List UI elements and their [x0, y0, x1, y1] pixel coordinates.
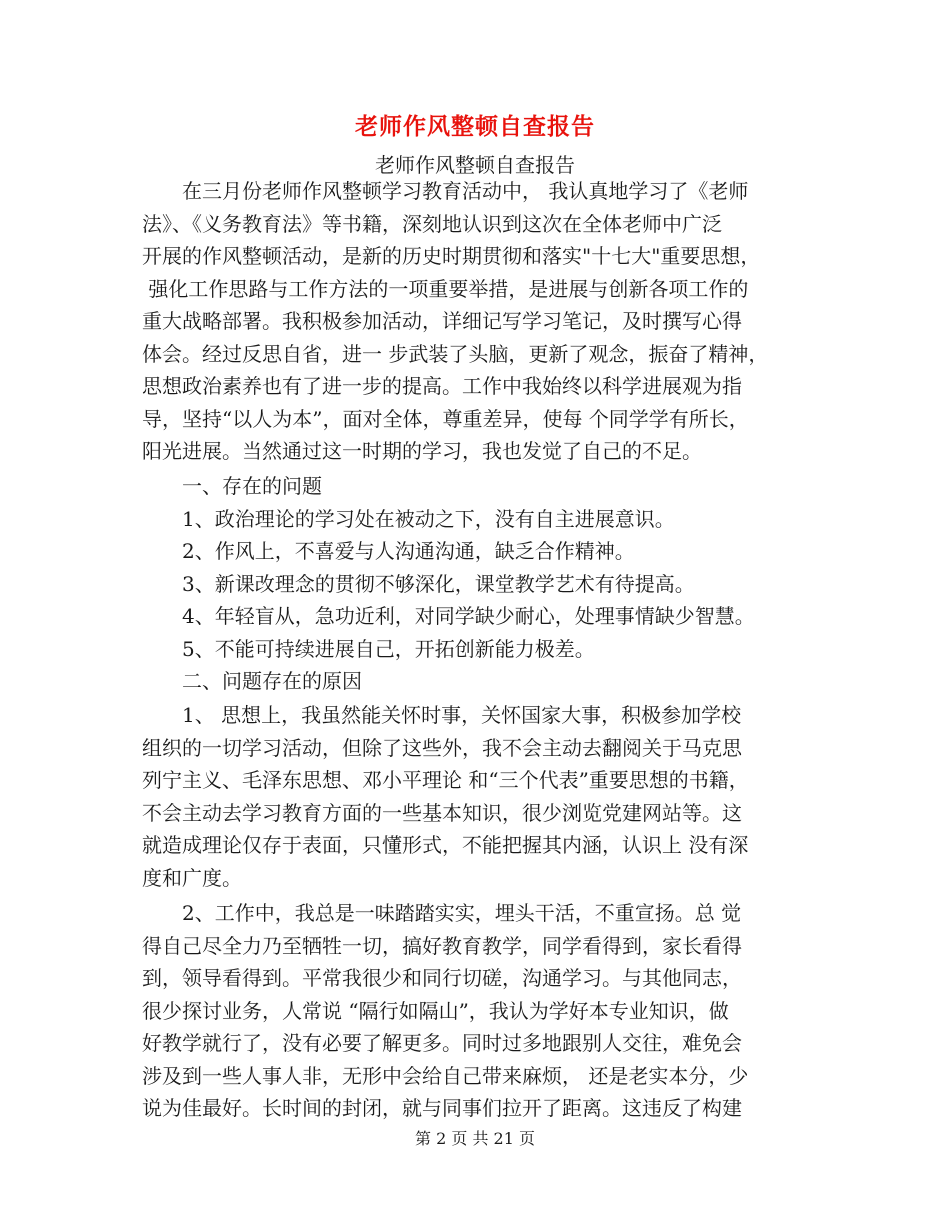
text-line: 在三月份老师作风整顿学习教育活动中， 我认真地学习了《老师	[182, 179, 749, 203]
text-line: 思想政治素养也有了进一步的提高。工作中我始终以科学进展观为指	[142, 374, 742, 398]
section-heading: 二、问题存在的原因	[182, 669, 362, 693]
text-line: 组织的一切学习活动，但除了这些外，我不会主动去翻阅关于马克思	[142, 735, 742, 760]
problems-section	[142, 470, 822, 698]
text-line: 法》、《义务教育法》等书籍，深刻地认识到这次在全体老师中广泛	[142, 211, 722, 236]
intro-paragraph	[142, 175, 822, 468]
text-line: 涉及到一些人事人非，无形中会给自己带来麻烦， 还是老实本分，少	[142, 1063, 749, 1088]
text-line: 阳光进展。当然通过这一时期的学习，我也发觉了自己的不足。	[142, 439, 702, 463]
text-line: 不会主动去学习教育方面的一些基本知识，很少浏览党建网站等。这	[142, 800, 742, 825]
text-line: 说为佳最好。长时间的封闭，就与同事们拉开了距离。这违反了构建	[142, 1096, 742, 1120]
text-line: 度和广度。	[142, 865, 242, 890]
text-line: 强化工作思路与工作方法的一项重要举措，是进展与创新各项工作的	[142, 276, 749, 301]
text-line: 很少探讨业务，人常说 “隔行如隔山”，我认为学好本专业知识，做	[142, 998, 729, 1023]
text-line: 开展的作风整顿活动，是新的历史时期贯彻和落实"十七大"重要思想，	[142, 244, 761, 268]
text-line: 1、 思想上，我虽然能关怀时事，关怀国家大事，积极参加学校	[182, 703, 742, 727]
text-line: 列宁主义、毛泽东思想、邓小平理论 和“三个代表”重要思想的书籍，	[142, 768, 749, 792]
text-line: 到，领导看得到。平常我很少和同行切磋，沟通学习。与其他同志，	[142, 966, 742, 990]
document-subtitle: 老师作风整顿自查报告	[375, 153, 575, 177]
document-title: 老师作风整顿自查报告	[355, 113, 595, 140]
reason-paragraph-2	[142, 897, 822, 1125]
text-line: 2、工作中，我总是一味踏踏实实，埋头干活，不重宣扬。总 觉	[182, 901, 742, 925]
list-item: 3、新课改理念的贯彻不够深化，课堂教学艺术有待提高。	[182, 571, 695, 596]
section-heading: 一、存在的问题	[182, 474, 322, 498]
list-item: 2、作风上，不喜爱与人沟通沟通，缺乏合作精神。	[182, 539, 635, 563]
text-line: 导，坚持“以人为本”，面对全体，尊重差异，使每 个同学学有所长，	[142, 406, 749, 431]
text-line: 得自己尽全力乃至牺牲一切，搞好教育教学，同学看得到，家长看得	[142, 933, 742, 958]
list-item: 4、年轻盲从，急功近利，对同学缺少耐心，处理事情缺少智慧。	[182, 604, 755, 628]
text-line: 就造成理论仅存于表面，只懂形式，不能把握其内涵，认识上 没有深	[142, 833, 749, 857]
list-item: 1、政治理论的学习处在被动之下，没有自主进展意识。	[182, 506, 675, 531]
list-item: 5、不能可持续进展自己，开拓创新能力极差。	[182, 636, 595, 661]
text-line: 体会。经过反思自省，进一 步武装了头脑，更新了观念，振奋了精神，	[142, 341, 769, 366]
page-footer: 第 2 页 共 21 页	[415, 1129, 535, 1148]
text-line: 重大战略部署。我积极参加活动，详细记写学习笔记，及时撰写心得	[142, 309, 742, 333]
reason-paragraph-1	[142, 699, 822, 894]
text-line: 好教学就行了，没有必要了解更多。同时过多地跟别人交往，难免会	[142, 1031, 742, 1055]
